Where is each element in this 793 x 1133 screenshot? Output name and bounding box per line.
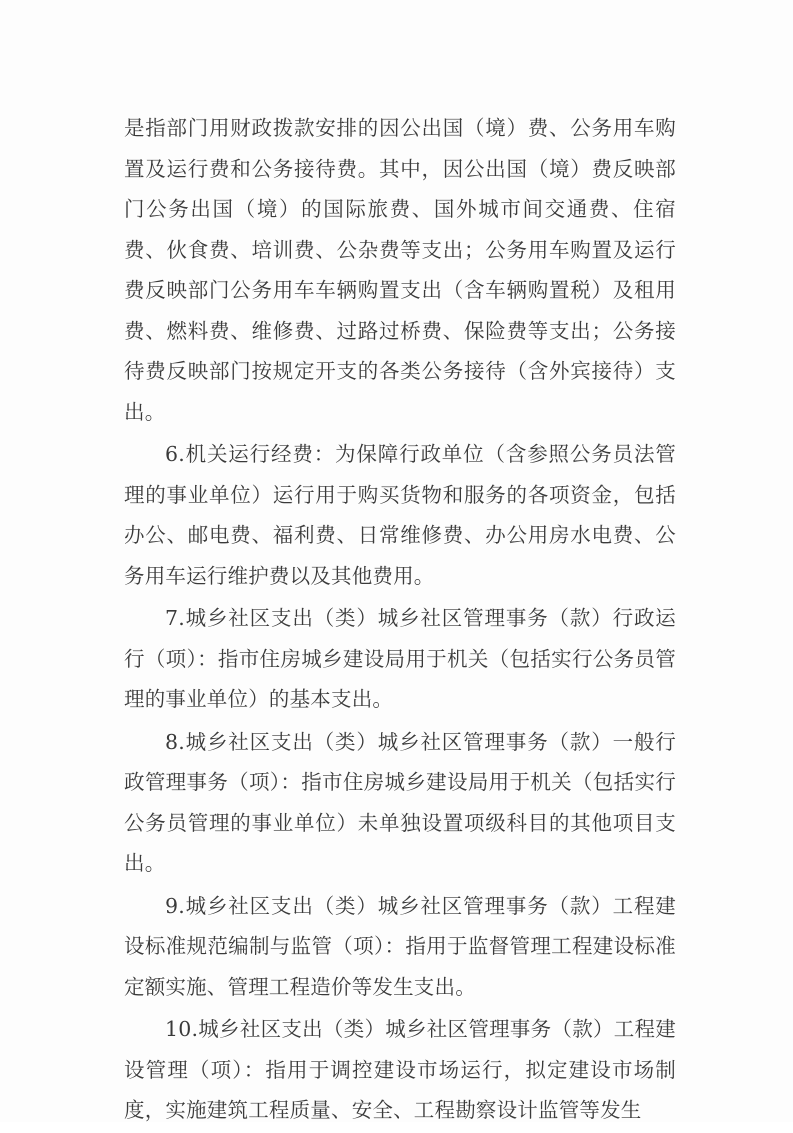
document-body (124, 108, 676, 1133)
paragraph-item-7: 7.城乡社区支出（类）城乡社区管理事务（款）行政运行（项）：指市住房城乡建设局用于机关（包括实行公务员管理的事业单位）的基本支出。 (124, 606, 676, 711)
paragraph-continuation: 是指部门用财政拨款安排的因公出国（境）费、公务用车购置及运行费和公务接待费。其中，因公出国（境）费反映部门公务出国（境）的国际旅费、国外城市间交通费、住宿费、伙食费、培训费、公杂费等支出；公务用车购置及运行费反映部门公务用车车辆购置支出（含车辆购置税）及租用费、燃料费、维修费、过路过桥费、保险费等支出；公务接待费反映部门按规定开支的各类公务接待（含外宾接待）支出。 (124, 116, 676, 424)
paragraph-item-8: 8.城乡社区支出（类）城乡社区管理事务（款）一般行政管理事务（项）：指市住房城乡建设局用于机关（包括实行公务员管理的事业单位）未单独设置项级科目的其他项目支出。 (124, 729, 676, 875)
paragraph-item-10: 10.城乡社区支出（类）城乡社区管理事务（款）工程建设管理（项）：指用于调控建设市场运行，拟定建设市场制度，实施建筑工程质量、安全、工程勘察设计监管等发生 (124, 1017, 676, 1122)
paragraph-item-9: 9.城乡社区支出（类）城乡社区管理事务（款）工程建设标准规范编制与监管（项）：指用于监督管理工程建设标准定额实施、管理工程造价等发生支出。 (124, 893, 676, 999)
paragraph-item-6: 6.机关运行经费：为保障行政单位（含参照公务员法管理的事业单位）运行用于购买货物和服务的各项资金，包括办公、邮电费、福利费、日常维修费、办公用房水电费、公务用车运行维护费以及其他费用。 (124, 442, 676, 588)
